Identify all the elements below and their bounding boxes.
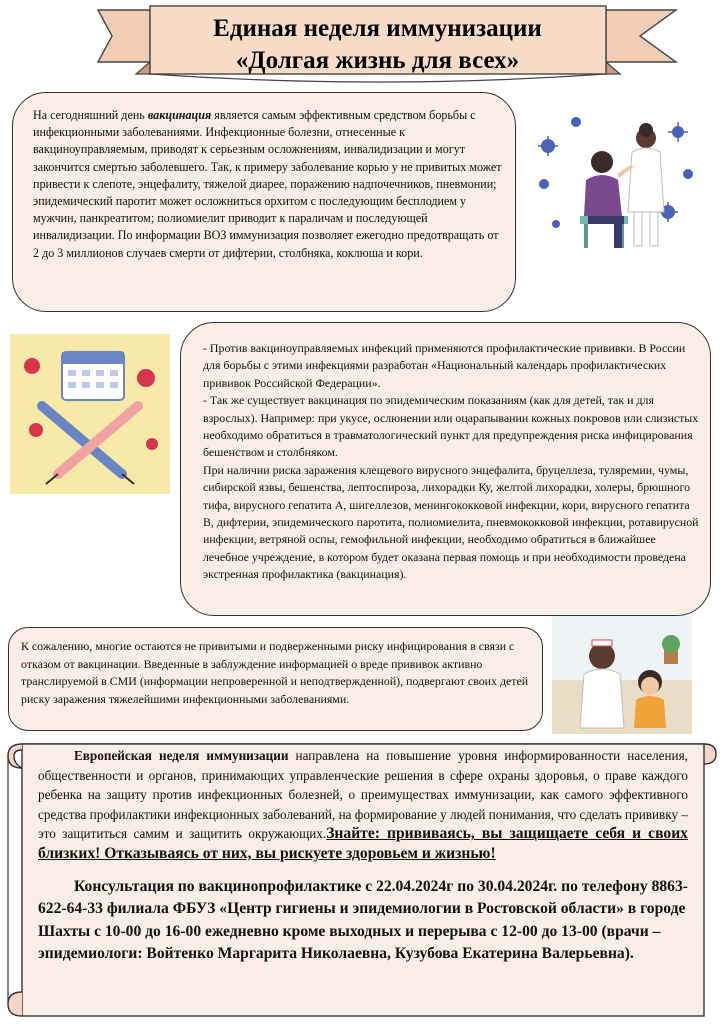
- calendar-icon: [62, 352, 124, 400]
- calendar-syringe-illustration: [10, 334, 170, 494]
- intro-text-start: На сегодняшний день: [33, 108, 148, 122]
- vaccination-illustration: [528, 104, 704, 254]
- epidemic-indications-paragraph: - Так же существует вакцинация по эпидемическим показаниям (как для детей, так и для взрослых). Например: при укусе, ослюнении или оцарапывании кожных покровов или слизистых необходимо обратиться в травматологический пункт для предупреждения риска инфицирования бешенством и столбняком.: [203, 393, 699, 460]
- immunization-week-heading: Европейская неделя иммунизации: [74, 748, 289, 763]
- refusal-warning-text: К сожалению, многие остаются не привитыми и подверженными риску инфицирования в связи с отказом от вакцинации. Введенные в заблуждение информацией о вреде прививок активно транслируемой в СМИ (информации непроверенной и неподтвержденной), подвергают своих детей риску заражения тяжелейшими инфекционными заболеваниями.: [21, 639, 529, 706]
- intro-paragraph: [33, 107, 503, 262]
- page-title-line-1: Единая неделя иммунизации: [213, 15, 542, 42]
- slogan: Знайте: прививаясь, вы защищаете себя и своих близких! Отказываясь от них, вы рискуете здоровьем и жизнью!: [38, 825, 688, 862]
- intro-text-box: [12, 92, 516, 312]
- plant-icon: [662, 635, 680, 664]
- infection-risk-paragraph: При наличии риска заражения клещевого вирусного энцефалита, бруцеллеза, туляремии, чумы, сибирской язвы, бешенства, лептоспироза, лихорадки Ку, желтой лихорадки, холеры, брюшного тифа, вирусного гепатита А, шигеллезов, менингококковой инфекции, кори, вирусного гепатита В, дифтерии, эпидемического паротита, полиомиелита, пневмококковой инфекции, ротавирусной инфекции, ветряной оспы, гемофильной инфекции, необходимо обратиться в ближайшее лечебное учреждение, в котором будет оказана первая помощь и при необходимости проведена экстренная профилактика (вакцинация).: [203, 462, 699, 582]
- national-calendar-paragraph: - Против вакциноуправляемых инфекций применяются профилактические прививки. В России для борьбы с этими инфекциями разработан «Национальный календарь профилактических прививок Российской Федерации».: [203, 341, 686, 390]
- refusal-warning-box: [8, 627, 543, 731]
- page-title-line-2: «Долгая жизнь для всех»: [235, 47, 520, 74]
- immunization-week-body: направлена на повышение уровня информированности населения, общественности и органов, принимающих управленческие решения в сфере охраны здоровья, о праве каждого ребенка на защиту против инфекционных болезней, о преимуществах иммунизации, как самого эффективного средства профилактики инфекционных заболеваний, на формирование у людей понимания, что сделать прививку – это защититься самим и защитить окружающих.: [38, 748, 688, 842]
- intro-text-body: является самым эффективным средством борьбы с инфекционными заболеваниями. Инфекционные болезни, отнесенные к вакциноуправляемым, приводят к серьезным осложнениям, инвалидизации и могут закончится смертью заболевшего. Так, к примеру заболевание корью у не привитых может привести к слепоте, энцефалиту, тяжелой диарее, поражению надпочечников, пневмонии; эпидемический паротит может осложниться орхитом с последующим бесплодием у мужчин, панкреатитом; полиомиелит приводит к параличам и последующей инвалидизации. По информации ВОЗ иммунизация позволяет ежегодно предотвращать от 2 до 3 миллионов случаев смерти от дифтерии, столбняка, коклюша и кори.: [33, 108, 502, 260]
- immunization-week-paragraph: [38, 746, 688, 864]
- vaccination-info-text: [203, 340, 701, 584]
- consultation-info: Консультация по вакцинопрофилактике с 22.04.2024г по 30.04.2024г. по телефону 8863-622-64-33 филиала ФБУЗ «Центр гигиены и эпидемиологии в Ростовской области» в городе Шахты с 10-00 до 16-00 ежедневно кроме выходных и перерыва с 12-00 до 13-00 (врачи – эпидемиологи: Войтенко Маргарита Николаевна, Кузубова Екатерина Валерьевна).: [38, 877, 688, 963]
- scroll-content: [38, 746, 688, 966]
- vaccination-info-box: [180, 322, 711, 616]
- doctor-child-illustration: [552, 616, 692, 734]
- vaccination-emphasis: вакцинация: [147, 108, 212, 122]
